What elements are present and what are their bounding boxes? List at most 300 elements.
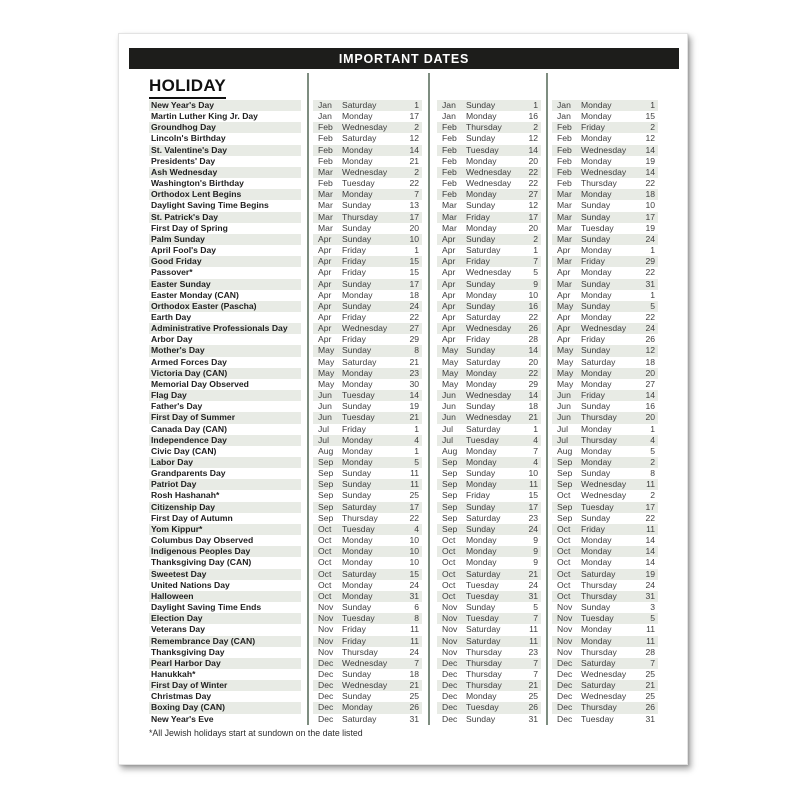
year-column-2-cell xyxy=(437,279,541,290)
date-value: 3 xyxy=(650,602,655,613)
holiday-name: Easter Monday (CAN) xyxy=(151,289,239,300)
year-column-3-cell xyxy=(552,145,658,156)
weekday-value: Friday xyxy=(581,390,605,401)
weekday-value: Saturday xyxy=(466,568,501,579)
date-value: 16 xyxy=(528,111,538,122)
month-value: Sep xyxy=(442,523,458,534)
date-value: 12 xyxy=(645,133,655,144)
holiday-name: Groundhog Day xyxy=(149,122,301,133)
year-column-1-cell xyxy=(313,524,422,535)
weekday-value: Saturday xyxy=(581,356,616,367)
weekday-value: Wednesday xyxy=(466,166,512,177)
year-column-2-cell xyxy=(437,334,541,345)
weekday-value: Sunday xyxy=(466,345,496,356)
month-value: Dec xyxy=(442,680,458,691)
date-value: 24 xyxy=(409,300,419,311)
date-value: 1 xyxy=(533,100,538,110)
table-row xyxy=(119,624,689,635)
weekday-value: Monday xyxy=(581,155,612,166)
holiday-name: Veterans Day xyxy=(151,624,205,635)
year-column-3-cell xyxy=(552,636,658,647)
month-value: Nov xyxy=(557,602,573,613)
date-value: 4 xyxy=(533,457,538,467)
year-column-2-cell xyxy=(437,602,541,613)
month-value: Sep xyxy=(318,479,334,490)
date-value: 14 xyxy=(409,390,419,401)
year-column-1-cell xyxy=(313,714,422,725)
table-row xyxy=(119,446,689,457)
table-row xyxy=(119,223,689,234)
weekday-value: Sunday xyxy=(581,401,611,412)
date-value: 17 xyxy=(528,211,538,222)
holiday-name: First Day of Winter xyxy=(149,680,301,691)
holiday-name: Armed Forces Day xyxy=(151,356,227,367)
month-value: Jun xyxy=(442,401,456,412)
date-value: 11 xyxy=(410,635,419,646)
year-column-1-cell xyxy=(313,435,422,446)
weekday-value: Thursday xyxy=(581,178,617,189)
weekday-value: Sunday xyxy=(342,401,372,412)
weekday-value: Sunday xyxy=(581,278,611,289)
month-value: Sep xyxy=(442,512,458,523)
year-column-3-cell xyxy=(552,580,658,591)
date-value: 1 xyxy=(650,100,655,110)
year-column-1-cell xyxy=(313,658,422,669)
date-value: 8 xyxy=(414,613,419,624)
date-value: 17 xyxy=(645,501,655,512)
weekday-value: Sunday xyxy=(466,200,496,211)
weekday-value: Sunday xyxy=(466,133,496,144)
holiday-name: New Year's Day xyxy=(149,100,301,111)
year-column-3-cell xyxy=(552,100,658,111)
holiday-name: First Day of Spring xyxy=(151,222,228,233)
date-value: 9 xyxy=(533,278,538,289)
year-column-2-cell xyxy=(437,345,541,356)
weekday-value: Wednesday xyxy=(581,479,627,490)
year-column-1-cell xyxy=(313,200,422,211)
date-value: 10 xyxy=(528,289,538,300)
weekday-value: Monday xyxy=(581,535,612,546)
date-value: 14 xyxy=(645,166,655,177)
month-value: Mar xyxy=(442,211,457,222)
table-row xyxy=(119,156,689,167)
table-row xyxy=(119,602,689,613)
year-column-1-cell xyxy=(313,167,422,178)
year-column-2-cell xyxy=(437,256,541,267)
year-column-3-cell xyxy=(552,401,658,412)
month-value: Apr xyxy=(442,323,456,334)
date-value: 26 xyxy=(409,702,419,713)
month-value: May xyxy=(318,367,335,378)
holiday-name: Patriot Day xyxy=(149,479,301,490)
date-value: 15 xyxy=(409,267,419,278)
table-row xyxy=(119,479,689,490)
date-value: 14 xyxy=(645,557,655,568)
holiday-name: Arbor Day xyxy=(151,334,193,345)
year-column-1-cell xyxy=(313,245,422,256)
date-value: 2 xyxy=(414,166,419,177)
weekday-value: Friday xyxy=(466,334,490,345)
important-dates-banner xyxy=(129,48,679,69)
month-value: May xyxy=(557,356,574,367)
month-value: Oct xyxy=(318,579,332,590)
weekday-value: Monday xyxy=(581,100,612,110)
date-value: 21 xyxy=(528,568,538,579)
date-value: 19 xyxy=(409,401,419,412)
year-column-2-cell xyxy=(437,546,541,557)
date-value: 7 xyxy=(533,256,538,267)
year-column-1-cell xyxy=(313,457,422,468)
holiday-name: Canada Day (CAN) xyxy=(151,423,227,434)
year-column-1-cell xyxy=(313,111,422,122)
weekday-value: Sunday xyxy=(342,668,372,679)
year-column-1-cell xyxy=(313,591,422,602)
month-value: Apr xyxy=(318,233,332,244)
month-value: Apr xyxy=(557,245,571,256)
date-value: 28 xyxy=(528,334,538,345)
date-value: 17 xyxy=(409,278,419,289)
month-value: May xyxy=(442,345,459,356)
month-value: Nov xyxy=(318,646,334,657)
year-column-3-cell xyxy=(552,513,658,524)
month-value: Mar xyxy=(557,222,572,233)
date-value: 5 xyxy=(650,445,655,456)
weekday-value: Monday xyxy=(342,367,373,378)
month-value: Nov xyxy=(557,624,573,635)
month-value: Aug xyxy=(318,445,334,456)
year-column-2-cell xyxy=(437,267,541,278)
table-row xyxy=(119,535,689,546)
weekday-value: Thursday xyxy=(342,211,378,222)
month-value: Apr xyxy=(557,323,571,334)
year-column-1-cell xyxy=(313,156,422,167)
date-value: 24 xyxy=(645,233,655,244)
table-row xyxy=(119,301,689,312)
year-column-2-cell xyxy=(437,691,541,702)
date-value: 18 xyxy=(528,401,538,412)
month-value: Feb xyxy=(318,133,333,144)
weekday-value: Sunday xyxy=(581,602,611,613)
weekday-value: Monday xyxy=(342,557,373,568)
date-value: 1 xyxy=(414,423,419,434)
weekday-value: Tuesday xyxy=(466,613,499,624)
date-value: 20 xyxy=(528,356,538,367)
date-value: 13 xyxy=(409,200,419,211)
month-value: Oct xyxy=(318,523,332,534)
month-value: Sep xyxy=(442,479,458,490)
weekday-value: Saturday xyxy=(342,356,377,367)
table-row xyxy=(119,189,689,200)
date-value: 1 xyxy=(650,245,655,256)
weekday-value: Thursday xyxy=(581,579,617,590)
date-value: 4 xyxy=(414,434,419,445)
weekday-value: Wednesday xyxy=(342,680,388,691)
date-value: 25 xyxy=(645,668,655,679)
weekday-value: Wednesday xyxy=(466,412,512,423)
holiday-name: Grandparents Day xyxy=(151,468,226,479)
year-column-1-cell xyxy=(313,513,422,524)
date-value: 11 xyxy=(646,479,655,490)
year-column-3-cell xyxy=(552,379,658,390)
date-value: 10 xyxy=(409,233,419,244)
weekday-value: Saturday xyxy=(581,568,616,579)
month-value: Mar xyxy=(557,200,572,211)
holiday-name: Pearl Harbor Day xyxy=(149,658,301,669)
year-column-3-cell xyxy=(552,357,658,368)
holiday-name: Passover* xyxy=(151,267,193,278)
weekday-value: Monday xyxy=(466,222,497,233)
weekday-value: Monday xyxy=(581,289,612,300)
table-row xyxy=(119,557,689,568)
date-value: 7 xyxy=(650,657,655,668)
weekday-value: Tuesday xyxy=(581,501,614,512)
year-column-1-cell xyxy=(313,223,422,234)
month-value: May xyxy=(442,378,459,389)
date-value: 24 xyxy=(528,579,538,590)
date-value: 19 xyxy=(645,568,655,579)
table-row xyxy=(119,580,689,591)
weekday-value: Wednesday xyxy=(581,144,627,155)
year-column-1-cell xyxy=(313,189,422,200)
month-value: Mar xyxy=(318,211,333,222)
date-value: 25 xyxy=(645,691,655,702)
weekday-value: Friday xyxy=(581,122,605,133)
date-value: 11 xyxy=(410,479,419,490)
holiday-name: Independence Day xyxy=(149,435,301,446)
year-column-2-cell xyxy=(437,490,541,501)
date-value: 18 xyxy=(645,356,655,367)
month-value: May xyxy=(318,345,335,356)
weekday-value: Tuesday xyxy=(342,613,375,624)
year-column-3-cell xyxy=(552,323,658,334)
date-value: 18 xyxy=(409,289,419,300)
table-row xyxy=(119,111,689,122)
month-value: Oct xyxy=(318,546,332,557)
month-value: Oct xyxy=(442,535,456,546)
month-value: Oct xyxy=(442,557,456,568)
month-value: Jul xyxy=(318,423,329,434)
month-value: Nov xyxy=(318,635,334,646)
table-row xyxy=(119,345,689,356)
holiday-name: Washington's Birthday xyxy=(151,178,244,189)
month-value: Apr xyxy=(442,256,456,267)
table-row xyxy=(119,178,689,189)
table-row xyxy=(119,714,689,725)
month-value: Oct xyxy=(318,590,332,601)
weekday-value: Wednesday xyxy=(466,178,512,189)
date-value: 11 xyxy=(646,624,655,635)
weekday-value: Tuesday xyxy=(581,222,614,233)
year-column-2-cell xyxy=(437,468,541,479)
year-column-1-cell xyxy=(313,345,422,356)
date-value: 14 xyxy=(645,535,655,546)
weekday-value: Wednesday xyxy=(342,122,388,133)
month-value: Jul xyxy=(557,423,568,434)
year-column-1-cell xyxy=(313,212,422,223)
table-row xyxy=(119,524,689,535)
weekday-value: Saturday xyxy=(581,680,616,691)
weekday-value: Monday xyxy=(342,702,373,713)
date-value: 16 xyxy=(645,401,655,412)
holiday-name: Remembrance Day (CAN) xyxy=(149,636,301,647)
weekday-value: Friday xyxy=(342,245,366,256)
weekday-value: Sunday xyxy=(342,345,372,356)
weekday-value: Thursday xyxy=(581,412,617,423)
year-column-2-cell xyxy=(437,702,541,713)
date-value: 22 xyxy=(528,178,538,189)
weekday-value: Wednesday xyxy=(581,668,627,679)
month-value: Apr xyxy=(318,278,332,289)
weekday-value: Monday xyxy=(466,691,497,702)
year-column-1-cell xyxy=(313,624,422,635)
date-value: 4 xyxy=(414,523,419,534)
holiday-name: First Day of Summer xyxy=(149,412,301,423)
date-value: 20 xyxy=(645,367,655,378)
year-column-3-cell xyxy=(552,245,658,256)
date-value: 31 xyxy=(645,713,655,724)
month-value: Nov xyxy=(442,646,458,657)
weekday-value: Sunday xyxy=(466,100,496,110)
weekday-value: Sunday xyxy=(466,468,496,479)
weekday-value: Wednesday xyxy=(342,323,388,334)
month-value: Mar xyxy=(318,222,333,233)
month-value: Jan xyxy=(318,111,332,122)
month-value: Dec xyxy=(557,691,573,702)
month-value: Apr xyxy=(318,245,332,256)
month-value: Sep xyxy=(442,468,458,479)
month-value: Jan xyxy=(557,100,571,110)
month-value: Mar xyxy=(318,189,333,200)
date-value: 2 xyxy=(650,122,655,133)
month-value: May xyxy=(557,345,574,356)
date-value: 2 xyxy=(414,122,419,133)
month-value: Nov xyxy=(442,613,458,624)
date-value: 20 xyxy=(528,222,538,233)
month-value: Dec xyxy=(557,680,573,691)
date-value: 24 xyxy=(409,579,419,590)
year-column-3-cell xyxy=(552,223,658,234)
weekday-value: Sunday xyxy=(342,468,372,479)
date-value: 22 xyxy=(528,166,538,177)
month-value: Feb xyxy=(318,178,333,189)
month-value: Dec xyxy=(557,668,573,679)
date-value: 23 xyxy=(409,367,419,378)
table-row xyxy=(119,424,689,435)
month-value: Jun xyxy=(318,412,332,423)
month-value: Mar xyxy=(442,200,457,211)
holiday-name: New Year's Eve xyxy=(151,713,214,724)
weekday-value: Sunday xyxy=(466,523,496,534)
year-column-3-cell xyxy=(552,424,658,435)
weekday-value: Monday xyxy=(466,367,497,378)
year-column-1-cell xyxy=(313,401,422,412)
weekday-value: Monday xyxy=(342,378,373,389)
weekday-value: Monday xyxy=(342,189,373,200)
month-value: Aug xyxy=(442,445,458,456)
weekday-value: Friday xyxy=(342,423,366,434)
year-column-2-cell xyxy=(437,680,541,691)
year-column-1-cell xyxy=(313,133,422,144)
month-value: Sep xyxy=(318,457,334,467)
year-column-1-cell xyxy=(313,301,422,312)
year-column-1-cell xyxy=(313,702,422,713)
month-value: Dec xyxy=(318,691,334,702)
year-column-3-cell xyxy=(552,312,658,323)
weekday-value: Monday xyxy=(581,111,612,122)
year-column-2-cell xyxy=(437,557,541,568)
month-value: Jun xyxy=(442,412,456,423)
weekday-value: Sunday xyxy=(342,300,372,311)
date-value: 11 xyxy=(529,635,538,646)
year-column-1-cell xyxy=(313,390,422,401)
weekday-value: Monday xyxy=(342,579,373,590)
weekday-value: Sunday xyxy=(466,713,496,724)
date-value: 2 xyxy=(650,457,655,467)
month-value: Dec xyxy=(318,680,334,691)
date-value: 2 xyxy=(650,490,655,501)
weekday-value: Thursday xyxy=(466,646,502,657)
date-value: 11 xyxy=(529,624,538,635)
date-value: 7 xyxy=(533,657,538,668)
month-value: Nov xyxy=(557,613,573,624)
date-value: 5 xyxy=(533,267,538,278)
weekday-value: Friday xyxy=(342,624,366,635)
weekday-value: Friday xyxy=(342,267,366,278)
month-value: Dec xyxy=(318,713,334,724)
date-value: 2 xyxy=(533,122,538,133)
date-value: 17 xyxy=(409,501,419,512)
table-row xyxy=(119,546,689,557)
month-value: Nov xyxy=(442,635,458,646)
date-value: 7 xyxy=(533,613,538,624)
weekday-value: Tuesday xyxy=(342,523,375,534)
weekday-value: Sunday xyxy=(342,479,372,490)
date-value: 23 xyxy=(528,512,538,523)
year-column-2-cell xyxy=(437,156,541,167)
table-row xyxy=(119,334,689,345)
date-value: 27 xyxy=(528,189,538,200)
table-row xyxy=(119,613,689,624)
weekday-value: Saturday xyxy=(466,635,501,646)
year-column-1-cell xyxy=(313,613,422,624)
table-row xyxy=(119,702,689,713)
year-column-1-cell xyxy=(313,368,422,379)
month-value: Jan xyxy=(318,100,332,110)
year-column-1-cell xyxy=(313,490,422,501)
month-value: May xyxy=(442,367,459,378)
date-value: 31 xyxy=(409,590,419,601)
holiday-name: St. Valentine's Day xyxy=(149,145,301,156)
date-value: 31 xyxy=(528,713,538,724)
year-column-2-cell xyxy=(437,178,541,189)
weekday-value: Monday xyxy=(581,445,612,456)
weekday-value: Friday xyxy=(466,256,490,267)
year-column-1-cell xyxy=(313,669,422,680)
date-value: 22 xyxy=(645,311,655,322)
year-column-2-cell xyxy=(437,446,541,457)
year-column-2-cell xyxy=(437,323,541,334)
year-column-3-cell xyxy=(552,546,658,557)
weekday-value: Sunday xyxy=(581,233,611,244)
month-value: Jun xyxy=(557,412,571,423)
date-value: 29 xyxy=(528,378,538,389)
date-value: 26 xyxy=(645,334,655,345)
holiday-name: Lincoln's Birthday xyxy=(151,133,226,144)
weekday-value: Saturday xyxy=(466,512,501,523)
table-row xyxy=(119,122,689,133)
year-column-1-cell xyxy=(313,145,422,156)
date-value: 31 xyxy=(528,590,538,601)
